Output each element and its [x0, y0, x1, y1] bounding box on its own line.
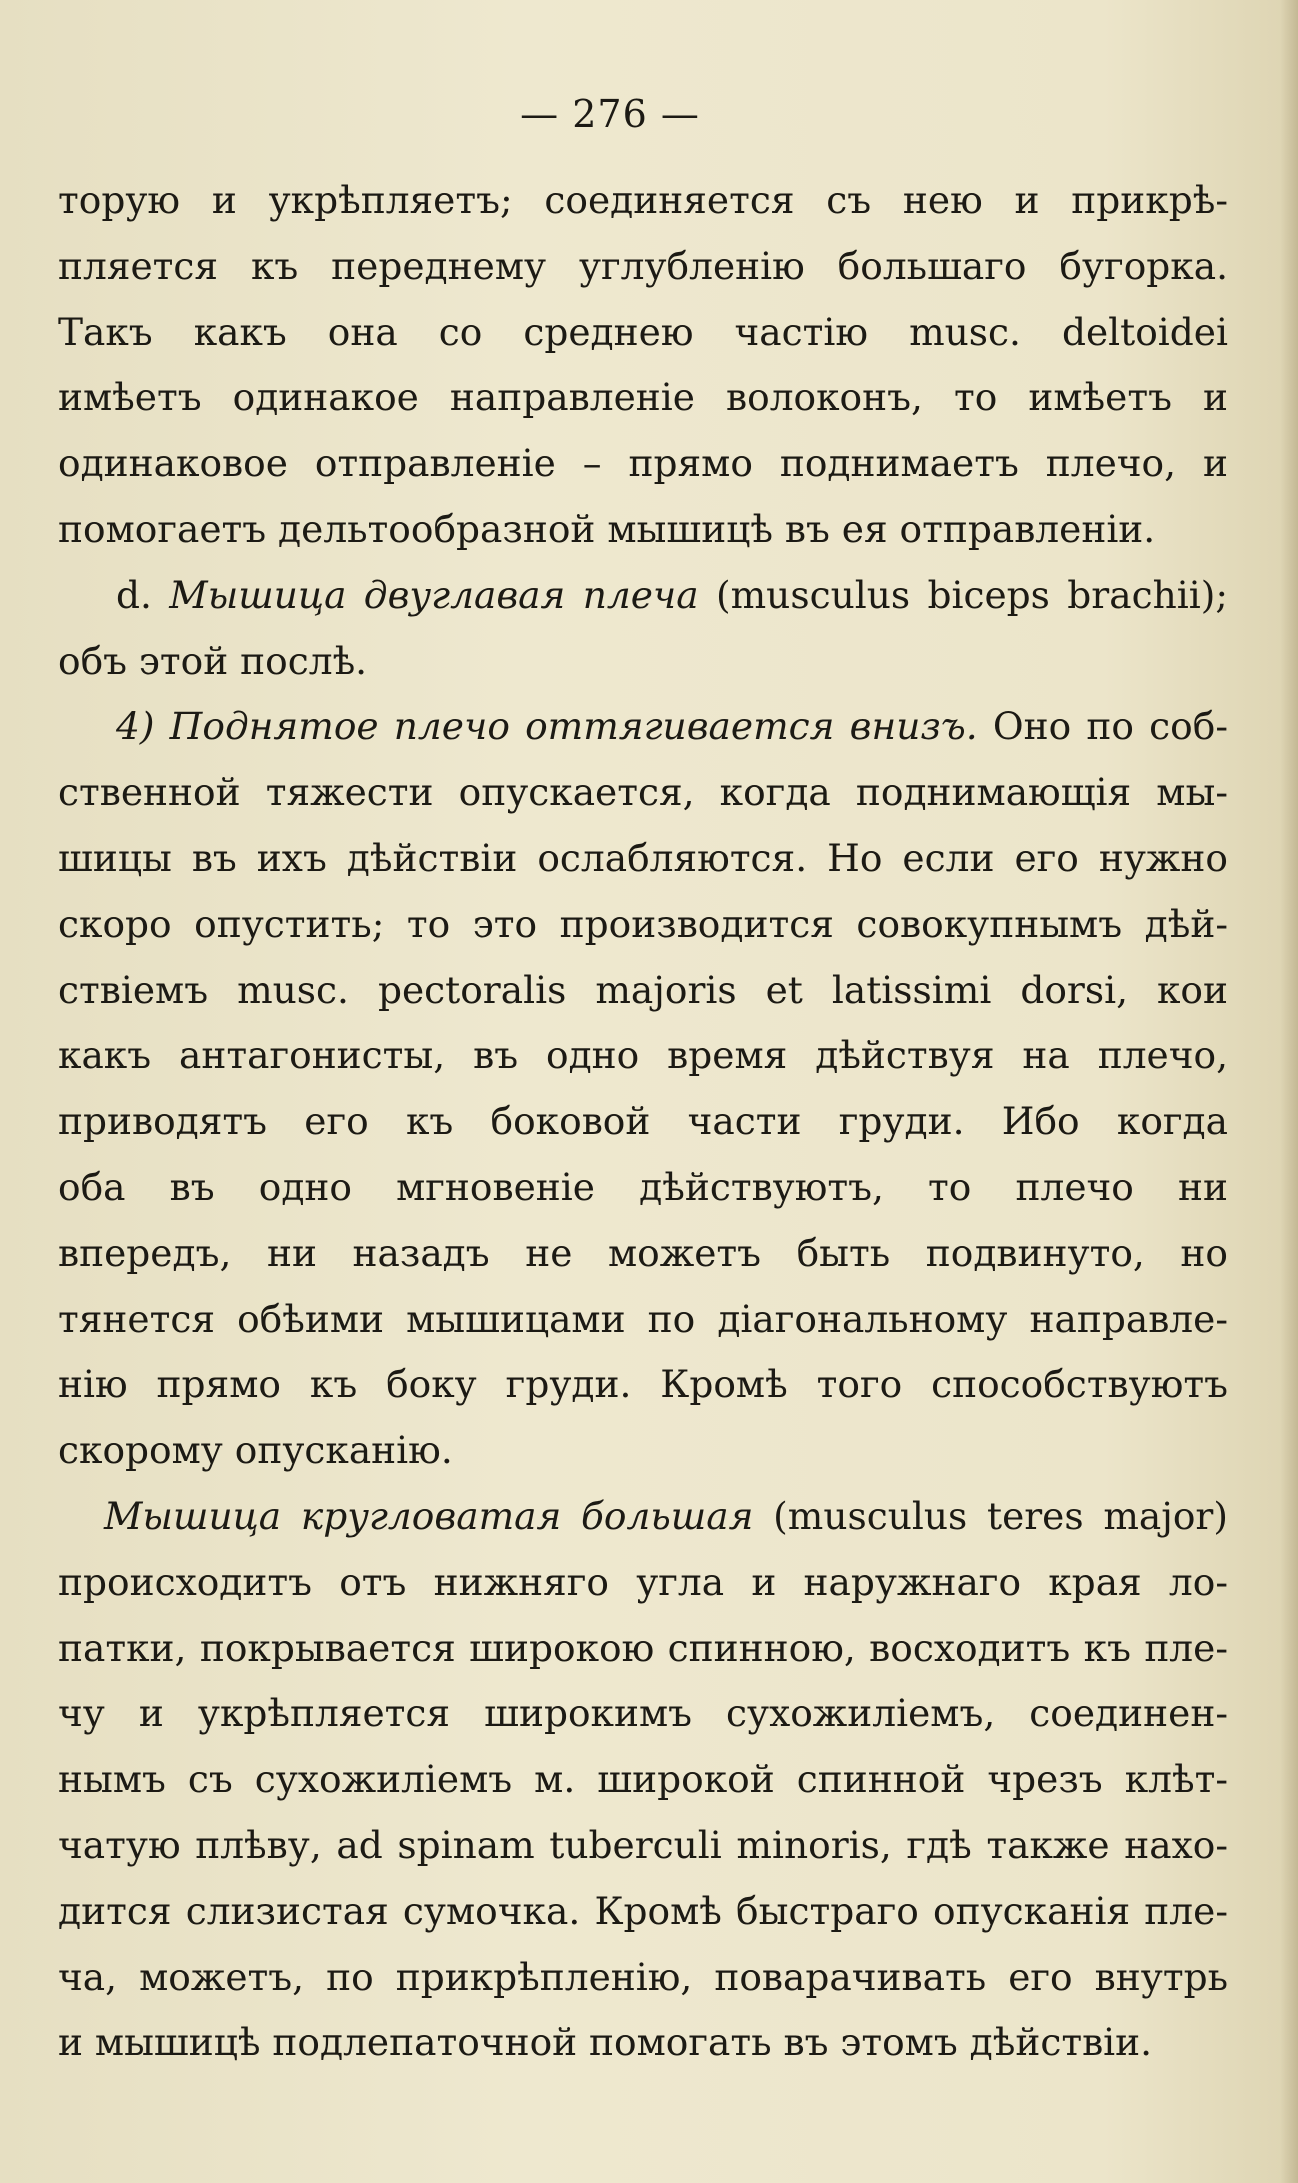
text-line-6: помогаетъ дельтообразной мышицѣ въ ея отправленіи.: [58, 506, 1156, 551]
text-line-19: нію прямо къ боку груди. Кромѣ того способствуютъ: [58, 1362, 1228, 1407]
latin-biceps: (musculus biceps brachii);: [698, 572, 1228, 617]
text-line-16: оба въ одно мгновеніе дѣйствуютъ, то плечо ни: [58, 1164, 1228, 1209]
text-line-26: чатую плѣву, ad spinam tuberculi minoris, гдѣ также нахо-: [58, 1822, 1228, 1867]
text-line-24: чу и укрѣпляется широкимъ сухожиліемъ, соединен-: [58, 1691, 1228, 1736]
page-body-text: [58, 168, 1228, 2076]
text-line-23: патки, покрывается широкою спинною, восходитъ къ пле-: [58, 1625, 1228, 1670]
text-line-11: шицы въ ихъ дѣйствіи ослабляются. Но если его нужно: [58, 835, 1228, 880]
text-line-3: Такъ какъ она со среднею частію musc. deltoidei: [58, 309, 1228, 354]
italic-heading-lowering: 4) Поднятое плечо оттягивается внизъ.: [116, 704, 978, 749]
text-line-8: объ этой послѣ.: [58, 638, 368, 683]
text-line-2: пляется къ переднему углубленію большаго бугорка.: [58, 243, 1228, 288]
text-line-25: нымъ съ сухожиліемъ м. широкой спинной чрезъ клѣт-: [58, 1757, 1228, 1802]
text-line-5: одинаковое отправленіе – прямо поднимаетъ плечо, и: [58, 441, 1228, 486]
text-line-12: скоро опустить; то это производится совокупнымъ дѣй-: [58, 901, 1228, 946]
text-line-27: дится слизистая сумочка. Кромѣ быстраго опусканія пле-: [58, 1888, 1228, 1933]
text-line-20: скорому опусканію.: [58, 1428, 453, 1473]
item-letter-d: d.: [116, 572, 170, 617]
text-line-15: приводятъ его къ боковой части груди. Ибо когда: [58, 1099, 1228, 1144]
text-line-1: торую и укрѣпляетъ; соединяется съ нею и прикрѣ-: [58, 178, 1228, 222]
text-line-18: тянется обѣими мышицами по діагональному направле-: [58, 1296, 1228, 1341]
text-line-17: впередъ, ни назадъ не можетъ быть подвинуто, но: [58, 1230, 1228, 1275]
page-number: — 276 —: [520, 92, 700, 136]
text-line-21: [58, 1484, 1228, 1550]
text-line-28: ча, можетъ, по прикрѣпленію, поварачивать его внутрь: [58, 1954, 1228, 1999]
italic-heading-teres: Мышица кругловатая большая: [104, 1493, 754, 1538]
italic-heading-biceps: Мышица двуглавая плеча: [169, 572, 699, 617]
text-line-14: какъ антагонисты, въ одно время дѣйствуя на плечо,: [58, 1033, 1228, 1078]
text-line-9: [58, 694, 1228, 760]
text-line-9-rest: Оно по соб-: [977, 704, 1228, 749]
page-edge-shadow: [1280, 0, 1298, 2183]
text-line-22: происходитъ отъ нижняго угла и наружнаго края ло-: [58, 1559, 1228, 1604]
text-line-4: имѣетъ одинакое направленіе волоконъ, то имѣетъ и: [58, 375, 1228, 420]
latin-teres: (musculus teres major): [753, 1493, 1228, 1538]
text-line-29: и мышицѣ подлепаточной помогать въ этомъ дѣйствіи.: [58, 2020, 1153, 2065]
text-line-10: ственной тяжести опускается, когда поднимающія мы-: [58, 770, 1228, 815]
text-line-7: [58, 563, 1228, 629]
text-line-13: ствіемъ musc. pectoralis majoris et latissimi dorsi, кои: [58, 967, 1228, 1012]
